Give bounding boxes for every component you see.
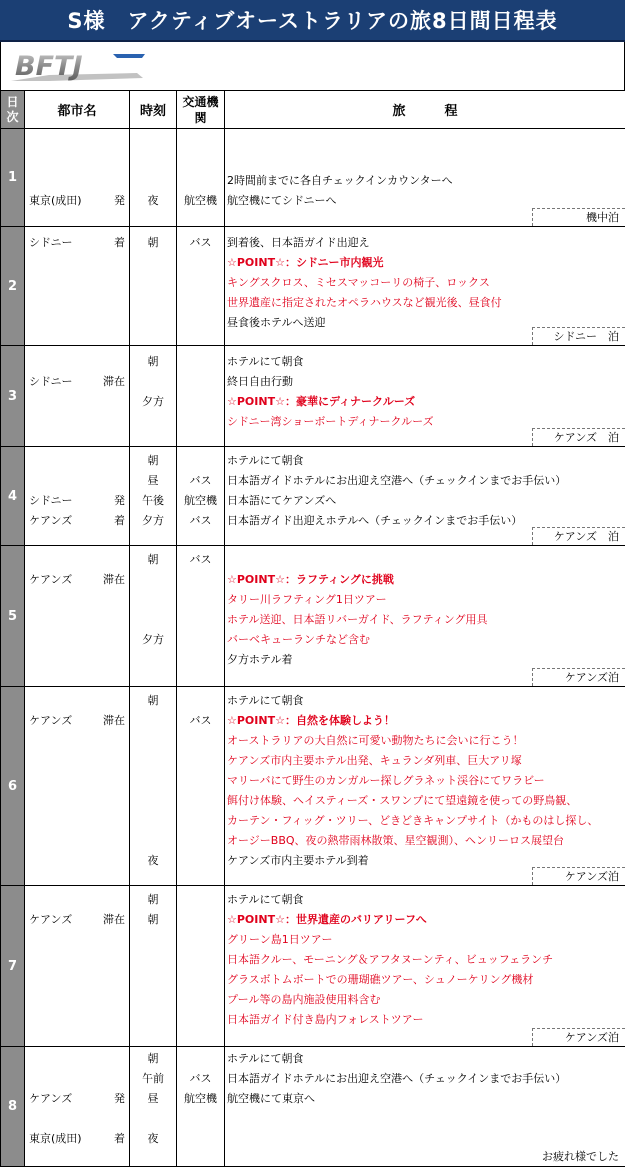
overnight-stay: ケアンズ 泊 <box>532 428 625 446</box>
itinerary-line: 日本語にてケアンズへ <box>227 494 337 507</box>
itinerary-cell <box>225 1047 625 1167</box>
city-cell <box>25 129 130 227</box>
day-row <box>1 546 625 687</box>
time-text: 夜 <box>147 194 159 207</box>
itinerary-line: ケアンズ市内主要ホテル到着 <box>227 854 369 867</box>
city-line <box>25 1129 129 1149</box>
time-text: 夜 <box>147 854 159 867</box>
time-cell <box>130 1047 177 1167</box>
city-cell <box>25 447 130 546</box>
overnight-stay: ケアンズ泊 <box>532 668 625 686</box>
transport-text: 航空機 <box>184 494 217 507</box>
header-itinerary: 旅 程 <box>225 91 625 129</box>
time-text: 朝 <box>147 694 159 707</box>
transport-cell <box>177 886 225 1047</box>
header-transport: 交通機関 <box>177 91 225 129</box>
city-name: ケアンズ <box>29 514 73 527</box>
point-heading: ☆POINT☆：ラフティングに挑戦 <box>227 573 394 586</box>
itinerary-line: 日本語クルー、モーニング＆アフタヌーンティ、ビュッフェランチ <box>227 953 554 966</box>
time-cell <box>130 346 177 447</box>
city-line <box>25 910 129 930</box>
overnight-stay: お疲れ様でした <box>532 1148 625 1166</box>
time-text: 昼 <box>147 474 159 487</box>
time-cell <box>130 129 177 227</box>
transport-text: バス <box>189 1072 212 1085</box>
time-text: 夕方 <box>142 633 164 646</box>
time-text: 朝 <box>147 355 159 368</box>
time-text: 夕方 <box>142 514 164 527</box>
itinerary-line: 日本語ガイドホテルにお出迎え空港へ（チェックインまでお手伝い） <box>227 1072 567 1085</box>
itinerary-line: タリー川ラフティング1日ツアー <box>227 593 387 606</box>
point-heading: ☆POINT☆：豪華にディナークルーズ <box>227 395 416 408</box>
day-number: 8 <box>1 1047 25 1167</box>
itinerary-cell <box>225 227 625 346</box>
time-text: 朝 <box>147 893 159 906</box>
transport-cell <box>177 129 225 227</box>
day-row <box>1 687 625 886</box>
itinerary-line: マリーバにて野生のカンガルー探しグラネット渓谷にてワラビー <box>227 774 545 787</box>
point-heading: ☆POINT☆：世界遺産のバリアリーフへ <box>227 913 427 926</box>
itinerary-line: ホテル送迎、日本語リバーガイド、ラフティング用具 <box>227 613 488 626</box>
transport-text: バス <box>189 714 212 727</box>
time-cell <box>130 546 177 687</box>
transport-cell <box>177 546 225 687</box>
itinerary-line: プール等の島内施設使用料含む <box>227 993 381 1006</box>
overnight-stay: ケアンズ 泊 <box>532 527 625 545</box>
city-name: 東京(成田) <box>29 1132 82 1145</box>
day-row <box>1 1047 625 1167</box>
city-action: 発 <box>114 494 125 507</box>
itinerary-line: 航空機にてシドニーへ <box>227 194 337 207</box>
time-text: 朝 <box>147 553 159 566</box>
itinerary-line: 日本語ガイドホテルにお出迎え空港へ（チェックインまでお手伝い） <box>227 474 567 487</box>
time-text: 朝 <box>147 454 159 467</box>
transport-text: バス <box>189 553 212 566</box>
day-number: 6 <box>1 687 25 886</box>
table-header-row <box>1 91 625 129</box>
city-line <box>25 191 129 211</box>
overnight-stay: ケアンズ泊 <box>532 1028 625 1046</box>
itinerary-line: オーストラリアの大自然に可愛い動物たちに会いに行こう！ <box>227 734 524 747</box>
city-name: ケアンズ <box>29 714 73 727</box>
itinerary-line: グリーン島1日ツアー <box>227 933 333 946</box>
day-number: 7 <box>1 886 25 1047</box>
city-name: ケアンズ <box>29 913 73 926</box>
page-title: S様 アクティブオーストラリアの旅8日間日程表 <box>0 0 625 42</box>
city-line <box>25 1089 129 1109</box>
city-name: シドニー <box>29 236 73 249</box>
logo-row <box>0 42 625 90</box>
point-heading: ☆POINT☆：自然を体験しよう！ <box>227 714 395 727</box>
transport-text: バス <box>189 236 212 249</box>
city-cell <box>25 346 130 447</box>
point-heading: ☆POINT☆：シドニー市内観光 <box>227 256 384 269</box>
overnight-stay: ケアンズ泊 <box>532 867 625 885</box>
day-row <box>1 129 625 227</box>
transport-cell <box>177 687 225 886</box>
day-row <box>1 227 625 346</box>
city-name: シドニー <box>29 494 73 507</box>
city-cell <box>25 1047 130 1167</box>
itinerary-line: ホテルにて朝食 <box>227 1052 304 1065</box>
transport-cell <box>177 447 225 546</box>
itinerary-line: 世界遺産に指定されたオペラハウスなど観光後、昼食付 <box>227 296 502 309</box>
transport-text: バス <box>189 514 212 527</box>
itinerary-line: オージーBBQ、夜の熱帯雨林散策、星空観測）、ヘンリーロス展望台 <box>227 834 565 847</box>
itinerary-line: キングスクロス、ミセスマッコーリの椅子、ロックス <box>227 276 490 289</box>
itinerary-line: バーベキューランチなど含む <box>227 633 370 646</box>
itinerary-line: シドニー湾ショーボートディナークルーズ <box>227 415 434 428</box>
day-number: 2 <box>1 227 25 346</box>
itinerary-line: ホテルにて朝食 <box>227 694 304 707</box>
time-text: 夕方 <box>142 395 164 408</box>
header-day: 日次 <box>1 91 25 129</box>
header-city: 都市名 <box>25 91 130 129</box>
itinerary-line: 餌付け体験、ヘイスティーズ・スワンプにて望遠鏡を使っての野鳥観、 <box>227 794 578 807</box>
time-text: 朝 <box>147 913 159 926</box>
itinerary-line: 日本語ガイド付き島内フォレストツアー <box>227 1013 424 1026</box>
itinerary-line: ケアンズ市内主要ホテル出発、キュランダ列車、巨大アリ塚 <box>227 754 522 767</box>
city-line <box>25 372 129 392</box>
itinerary-cell <box>225 129 625 227</box>
itinerary-line: 到着後、日本語ガイド出迎え <box>227 236 370 249</box>
itinerary-cell <box>225 346 625 447</box>
city-name: ケアンズ <box>29 1092 73 1105</box>
city-line <box>25 511 129 531</box>
transport-text: 航空機 <box>184 1092 217 1105</box>
city-line <box>25 491 129 511</box>
itinerary-line: 夕方ホテル着 <box>227 653 293 666</box>
itinerary-line: ホテルにて朝食 <box>227 355 304 368</box>
day-row <box>1 447 625 546</box>
day-row <box>1 886 625 1047</box>
city-action: 発 <box>114 194 125 207</box>
itinerary-line: 2時間前までに各自チェックインカウンターへ <box>227 174 453 187</box>
itinerary-line: 日本語ガイド出迎えホテルへ（チェックインまでお手伝い） <box>227 514 523 527</box>
header-time: 時刻 <box>130 91 177 129</box>
city-action: 発 <box>114 1092 125 1105</box>
time-cell <box>130 447 177 546</box>
time-text: 朝 <box>147 236 159 249</box>
transport-cell <box>177 227 225 346</box>
time-text: 午後 <box>142 494 164 507</box>
city-cell <box>25 227 130 346</box>
transport-cell <box>177 1047 225 1167</box>
city-action: 滞在 <box>103 573 125 586</box>
overnight-stay: シドニー 泊 <box>532 327 625 345</box>
itinerary-line: グラスボトムボートでの珊瑚礁ツアー、シュノーケリング機材 <box>227 973 534 986</box>
itinerary-cell <box>225 886 625 1047</box>
svg-text:BFTJ: BFTJ <box>15 51 83 82</box>
itinerary-line: カーテン・フィッグ・ツリー、どきどきキャンプサイト（かものはし探し、 <box>227 814 599 827</box>
city-line <box>25 711 129 731</box>
itinerary-table <box>0 90 625 1167</box>
itinerary-cell <box>225 687 625 886</box>
itinerary-cell <box>225 546 625 687</box>
time-cell <box>130 227 177 346</box>
itinerary-line: ホテルにて朝食 <box>227 454 304 467</box>
day-number: 1 <box>1 129 25 227</box>
itinerary-line: 昼食後ホテルへ送迎 <box>227 316 326 329</box>
transport-cell <box>177 346 225 447</box>
time-text: 午前 <box>142 1072 164 1085</box>
itinerary-line: 終日自由行動 <box>227 375 293 388</box>
city-line <box>25 570 129 590</box>
city-name: 東京(成田) <box>29 194 82 207</box>
time-cell <box>130 886 177 1047</box>
bftj-logo <box>9 51 149 83</box>
city-cell <box>25 886 130 1047</box>
day-number: 3 <box>1 346 25 447</box>
itinerary-line: 航空機にて東京へ <box>227 1092 315 1105</box>
city-line <box>25 233 129 253</box>
time-cell <box>130 687 177 886</box>
city-action: 着 <box>114 236 125 249</box>
itinerary-cell <box>225 447 625 546</box>
city-action: 滞在 <box>103 714 125 727</box>
city-name: ケアンズ <box>29 573 73 586</box>
overnight-stay: 機中泊 <box>532 208 625 226</box>
time-text: 夜 <box>147 1132 159 1145</box>
itinerary-line: ホテルにて朝食 <box>227 893 304 906</box>
city-action: 着 <box>114 1132 125 1145</box>
city-cell <box>25 546 130 687</box>
city-action: 滞在 <box>103 913 125 926</box>
city-action: 着 <box>114 514 125 527</box>
day-number: 5 <box>1 546 25 687</box>
transport-text: 航空機 <box>184 194 217 207</box>
city-action: 滞在 <box>103 375 125 388</box>
time-text: 朝 <box>147 1052 159 1065</box>
city-name: シドニー <box>29 375 73 388</box>
day-row <box>1 346 625 447</box>
day-number: 4 <box>1 447 25 546</box>
city-cell <box>25 687 130 886</box>
time-text: 昼 <box>147 1092 159 1105</box>
transport-text: バス <box>189 474 212 487</box>
